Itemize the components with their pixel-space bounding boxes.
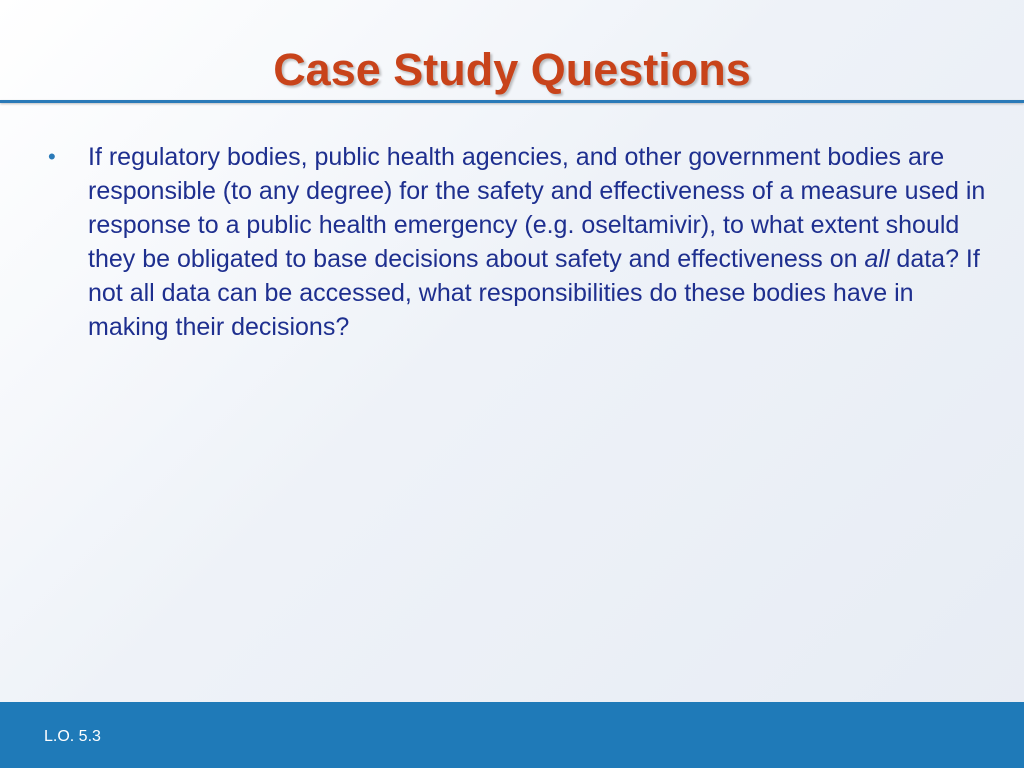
learning-objective-label: L.O. 5.3 (44, 728, 101, 745)
bullet-item (44, 140, 994, 344)
bullet-text (88, 143, 985, 341)
bullet-text-end: data? If not all data can be accessed, what responsibilities do these bodies have in making their decisions? (88, 245, 980, 341)
footer-bar (0, 702, 1024, 768)
title-divider (0, 100, 1024, 103)
slide-title: Case Study Questions (273, 44, 751, 95)
bullet-marker: • (48, 144, 56, 169)
bullet-text-start: If regulatory bodies, public health agencies, and other government bodies are responsible (to any degree) for the safety and effectiveness of a measure used in response to a public health emergency (e.g. oseltamivir), to what extent should they be obligated to base decisions about safety and effectiveness on (88, 143, 986, 273)
bullet-list (44, 140, 994, 344)
bullet-text-emphasis: all (864, 245, 890, 273)
